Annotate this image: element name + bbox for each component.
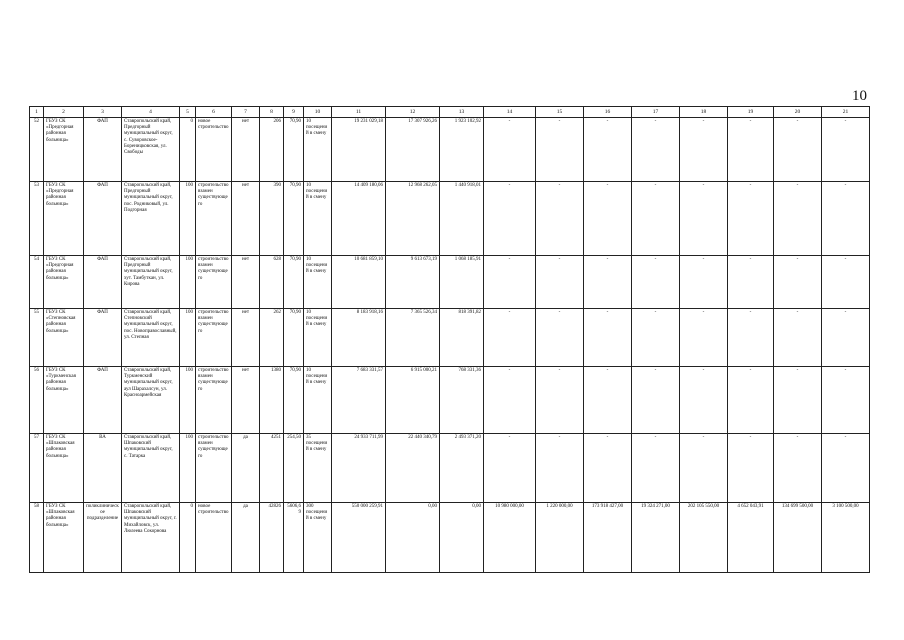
address: Ставропольский край, Шпаковский муниципальный округ, г. Михайловск, ул. Люлеева Сокорнова bbox=[122, 503, 180, 573]
col-12-value: 22 440 340,79 bbox=[386, 434, 440, 503]
row-number: 54 bbox=[30, 256, 44, 309]
col-8-value: 42826 bbox=[260, 503, 284, 573]
col-19-value: - bbox=[728, 182, 774, 256]
column-header: 13 bbox=[440, 107, 484, 118]
row-number: 57 bbox=[30, 434, 44, 503]
col-5-value: 100 bbox=[180, 256, 196, 309]
col-15-value: - bbox=[536, 118, 584, 182]
col-13-value: 1 923 102,92 bbox=[440, 118, 484, 182]
col-20-value: - bbox=[774, 256, 822, 309]
col-7-value: нет bbox=[232, 367, 260, 434]
col-17-value: - bbox=[632, 182, 680, 256]
col-7-value: нет bbox=[232, 118, 260, 182]
column-header: 17 bbox=[632, 107, 680, 118]
col-19-value: 4 652 043,91 bbox=[728, 503, 774, 573]
col-14-value: - bbox=[484, 256, 536, 309]
col-19-value: - bbox=[728, 256, 774, 309]
col-14-value: 10 980 000,00 bbox=[484, 503, 536, 573]
institution: ГБУЗ СК «Туркменская районная больница» bbox=[44, 367, 84, 434]
col-14-value: - bbox=[484, 309, 536, 367]
col-9-value: 70,90 bbox=[284, 367, 304, 434]
col-15-value: - bbox=[536, 309, 584, 367]
column-header: 19 bbox=[728, 107, 774, 118]
col-13-value: 2 493 371,20 bbox=[440, 434, 484, 503]
col-9-value: 70,90 bbox=[284, 309, 304, 367]
table-body bbox=[30, 107, 870, 573]
work-type: строительство взамен существующего bbox=[196, 256, 232, 309]
col-15-value: - bbox=[536, 256, 584, 309]
col-14-value: - bbox=[484, 118, 536, 182]
institution: ГБУЗ СК «Предгорная районная больница» bbox=[44, 256, 84, 309]
column-header: 5 bbox=[180, 107, 196, 118]
col-12-value: 17 307 926,26 bbox=[386, 118, 440, 182]
institution: ГБУЗ СК «Шпаковская районная больница» bbox=[44, 434, 84, 503]
column-header: 6 bbox=[196, 107, 232, 118]
address: Ставропольский край, Туркменский муниципальный округ, аул Шарахалсун, ул. Красноармейская bbox=[122, 367, 180, 434]
col-7-value: да bbox=[232, 434, 260, 503]
address: Ставропольский край, Предгорный муниципальный округ, пос. Родниковый, ул. Подгорная bbox=[122, 182, 180, 256]
address: Ставропольский край, Предгорный муниципальный округ, с. Суворовское-Бореницковская, ул. Свободы bbox=[122, 118, 180, 182]
column-header: 21 bbox=[822, 107, 870, 118]
col-17-value: 19 324 271,00 bbox=[632, 503, 680, 573]
col-20-value: - bbox=[774, 182, 822, 256]
total-cost: 8 183 918,16 bbox=[332, 309, 386, 367]
capacity: 10 посещений в смену bbox=[304, 367, 332, 434]
capacity: 300 посещений в смену bbox=[304, 503, 332, 573]
row-number: 56 bbox=[30, 367, 44, 434]
table-row bbox=[30, 434, 870, 503]
capacity: 10 посещений в смену bbox=[304, 256, 332, 309]
col-16-value: - bbox=[584, 118, 632, 182]
capacity: 10 посещений в смену bbox=[304, 118, 332, 182]
col-16-value: 173 918 427,00 bbox=[584, 503, 632, 573]
col-8-value: 1380 bbox=[260, 367, 284, 434]
column-header: 9 bbox=[284, 107, 304, 118]
work-type: строительство взамен существующего bbox=[196, 367, 232, 434]
col-19-value: - bbox=[728, 118, 774, 182]
table-row bbox=[30, 503, 870, 573]
col-12-value: 12 968 262,05 bbox=[386, 182, 440, 256]
col-9-value: 70,90 bbox=[284, 182, 304, 256]
work-type: новое строительство bbox=[196, 503, 232, 573]
column-header: 14 bbox=[484, 107, 536, 118]
col-5-value: 100 bbox=[180, 367, 196, 434]
column-header: 18 bbox=[680, 107, 728, 118]
col-9-value: 5606,69 bbox=[284, 503, 304, 573]
col-9-value: 254,50 bbox=[284, 434, 304, 503]
col-8-value: 628 bbox=[260, 256, 284, 309]
column-header: 4 bbox=[122, 107, 180, 118]
col-21-value: - bbox=[822, 434, 870, 503]
col-19-value: - bbox=[728, 309, 774, 367]
col-8-value: 262 bbox=[260, 309, 284, 367]
col-21-value: - bbox=[822, 309, 870, 367]
col-16-value: - bbox=[584, 309, 632, 367]
col-5-value: 0 bbox=[180, 503, 196, 573]
column-header: 2 bbox=[44, 107, 84, 118]
col-12-value: 0,00 bbox=[386, 503, 440, 573]
data-table bbox=[29, 106, 870, 573]
table-row bbox=[30, 309, 870, 367]
col-13-value: 0,00 bbox=[440, 503, 484, 573]
total-cost: 550 000 259,91 bbox=[332, 503, 386, 573]
column-header: 16 bbox=[584, 107, 632, 118]
table-row bbox=[30, 182, 870, 256]
address: Ставропольский край, Шпаковский муниципальный округ, с. Татарка bbox=[122, 434, 180, 503]
col-13-value: 1 068 185,91 bbox=[440, 256, 484, 309]
capacity: 10 посещений в смену bbox=[304, 182, 332, 256]
col-18-value: 202 105 550,00 bbox=[680, 503, 728, 573]
total-cost: 19 231 029,18 bbox=[332, 118, 386, 182]
work-type: строительство взамен существующего bbox=[196, 309, 232, 367]
facility-type: ВА bbox=[84, 434, 122, 503]
col-12-value: 9 613 673,19 bbox=[386, 256, 440, 309]
col-9-value: 70,90 bbox=[284, 118, 304, 182]
col-20-value: - bbox=[774, 309, 822, 367]
col-8-value: 4251 bbox=[260, 434, 284, 503]
col-13-value: 818 391,82 bbox=[440, 309, 484, 367]
col-20-value: - bbox=[774, 367, 822, 434]
capacity: 35 посещений в смену bbox=[304, 434, 332, 503]
col-16-value: - bbox=[584, 434, 632, 503]
column-header: 7 bbox=[232, 107, 260, 118]
column-header: 10 bbox=[304, 107, 332, 118]
facility-type: ФАП bbox=[84, 256, 122, 309]
col-8-value: 206 bbox=[260, 118, 284, 182]
col-9-value: 70,90 bbox=[284, 256, 304, 309]
col-5-value: 100 bbox=[180, 309, 196, 367]
col-16-value: - bbox=[584, 182, 632, 256]
col-13-value: 768 331,36 bbox=[440, 367, 484, 434]
facility-type: ФАП bbox=[84, 367, 122, 434]
work-type: строительство взамен существующего bbox=[196, 434, 232, 503]
col-14-value: - bbox=[484, 434, 536, 503]
table-row bbox=[30, 367, 870, 434]
col-17-value: - bbox=[632, 367, 680, 434]
total-cost: 14 409 180,06 bbox=[332, 182, 386, 256]
col-19-value: - bbox=[728, 434, 774, 503]
work-type: новое строительство bbox=[196, 118, 232, 182]
col-7-value: да bbox=[232, 503, 260, 573]
column-header: 3 bbox=[84, 107, 122, 118]
col-17-value: - bbox=[632, 309, 680, 367]
column-header-row bbox=[30, 107, 870, 118]
facility-type: ФАП bbox=[84, 118, 122, 182]
column-header: 1 bbox=[30, 107, 44, 118]
row-number: 55 bbox=[30, 309, 44, 367]
table-row bbox=[30, 256, 870, 309]
total-cost: 10 681 859,10 bbox=[332, 256, 386, 309]
address: Ставропольский край, Степновский муниципальный округ, пос. Новоправославный, ул. Степная bbox=[122, 309, 180, 367]
col-14-value: - bbox=[484, 182, 536, 256]
facility-type: ФАП bbox=[84, 309, 122, 367]
col-12-value: 6 915 000,21 bbox=[386, 367, 440, 434]
col-7-value: нет bbox=[232, 182, 260, 256]
col-18-value: - bbox=[680, 182, 728, 256]
column-header: 11 bbox=[332, 107, 386, 118]
col-21-value: 3 100 500,00 bbox=[822, 503, 870, 573]
col-14-value: - bbox=[484, 367, 536, 434]
col-18-value: - bbox=[680, 434, 728, 503]
column-header: 12 bbox=[386, 107, 440, 118]
col-18-value: - bbox=[680, 367, 728, 434]
capacity: 10 посещений в смену bbox=[304, 309, 332, 367]
institution: ГБУЗ СК «Предгорная районная больница» bbox=[44, 182, 84, 256]
col-8-value: 390 bbox=[260, 182, 284, 256]
col-20-value: - bbox=[774, 118, 822, 182]
table-row bbox=[30, 118, 870, 182]
col-18-value: - bbox=[680, 118, 728, 182]
col-19-value: - bbox=[728, 367, 774, 434]
col-16-value: - bbox=[584, 367, 632, 434]
col-17-value: - bbox=[632, 118, 680, 182]
col-15-value: 1 220 000,00 bbox=[536, 503, 584, 573]
column-header: 15 bbox=[536, 107, 584, 118]
col-16-value: - bbox=[584, 256, 632, 309]
facility-type: поликлиническое подразделение bbox=[84, 503, 122, 573]
col-15-value: - bbox=[536, 434, 584, 503]
col-17-value: - bbox=[632, 256, 680, 309]
col-7-value: нет bbox=[232, 309, 260, 367]
col-15-value: - bbox=[536, 182, 584, 256]
col-21-value: - bbox=[822, 118, 870, 182]
col-18-value: - bbox=[680, 309, 728, 367]
row-number: 52 bbox=[30, 118, 44, 182]
row-number: 58 bbox=[30, 503, 44, 573]
col-5-value: 100 bbox=[180, 182, 196, 256]
col-15-value: - bbox=[536, 367, 584, 434]
page-number: 10 bbox=[852, 88, 867, 104]
col-5-value: 0 bbox=[180, 118, 196, 182]
col-21-value: - bbox=[822, 367, 870, 434]
col-17-value: - bbox=[632, 434, 680, 503]
row-number: 53 bbox=[30, 182, 44, 256]
institution: ГБУЗ СК «Предгорная районная больница» bbox=[44, 118, 84, 182]
col-13-value: 1 440 918,01 bbox=[440, 182, 484, 256]
column-header: 8 bbox=[260, 107, 284, 118]
col-20-value: 134 699 500,00 bbox=[774, 503, 822, 573]
col-18-value: - bbox=[680, 256, 728, 309]
work-type: строительство взамен существующего bbox=[196, 182, 232, 256]
col-5-value: 100 bbox=[180, 434, 196, 503]
column-header: 20 bbox=[774, 107, 822, 118]
total-cost: 7 683 331,57 bbox=[332, 367, 386, 434]
col-21-value: - bbox=[822, 256, 870, 309]
col-7-value: нет bbox=[232, 256, 260, 309]
col-12-value: 7 365 526,34 bbox=[386, 309, 440, 367]
col-21-value: - bbox=[822, 182, 870, 256]
col-20-value: - bbox=[774, 434, 822, 503]
institution: ГБУЗ СК «Шпаковская районная больница» bbox=[44, 503, 84, 573]
address: Ставропольский край, Предгорный муниципальный округ, хут. Тамбуткан, ул. Кирова bbox=[122, 256, 180, 309]
total-cost: 24 933 711,99 bbox=[332, 434, 386, 503]
facility-type: ФАП bbox=[84, 182, 122, 256]
institution: ГБУЗ СК «Степновская районная больница» bbox=[44, 309, 84, 367]
